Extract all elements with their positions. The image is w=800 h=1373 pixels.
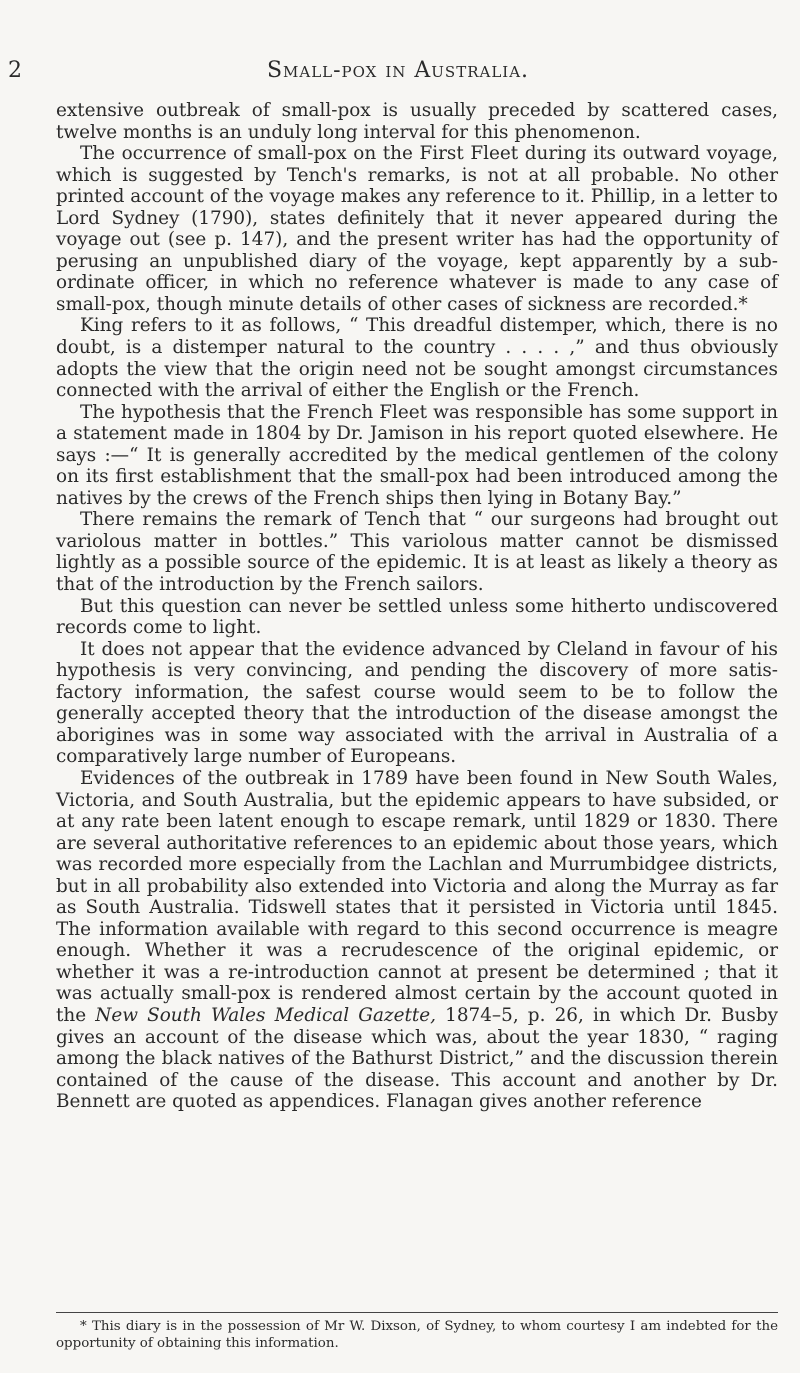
footnote-divider	[56, 1312, 778, 1313]
paragraph	[56, 768, 778, 1113]
running-title: Small-pox in Australia.	[266, 58, 530, 83]
paragraph: But this question can never be settled unless some hitherto undiscovered records come to light.	[56, 595, 778, 639]
footnote-text: * This diary is in the possession of Mr W. Dixson, of Sydney, to whom courtesy I am indebted for the opportunity of obtaining this information.	[56, 1319, 778, 1351]
paragraph: extensive outbreak of small-pox is usually preceded by scattered cases, twelve months is an unduly long interval for this phenomenon.	[56, 100, 778, 143]
paragraph: It does not appear that the evidence advanced by Cleland in favour of his hypothesis is very convincing, and pending the discovery of more satis-factory information, the safest course would seem to be to follow the generally accepted theory that the introduction of the disease amongst the aborigines was in some way associated with the arrival in Australia of a comparatively large number of Europeans.	[56, 638, 778, 768]
paragraph-text: 1874–5, p. 26, in which Dr. Busby gives an account of the disease which was, about the year 1830, “ raging among the black natives of the Bathurst District,” and the discussion therein contained of the cause of the disease. This account and another by Dr. Bennett are quoted as appendices. Flanagan gives another reference	[56, 1004, 779, 1113]
paragraph-text: Evidences of the outbreak in 1789 have been found in New South Wales, Victoria, and South Australia, but the epidemic appears to have subsided, or at any rate been latent enough to escape remark, until 1829 or 1830. There are several authoritative references to an epidemic about those years, which was recorded more especially from the Lachlan and Murrumbidgee districts, but in all probability also extended into Victoria and along the Murray as far as South Australia. Tidswell states that it persisted in Victoria until 1845. The information available with regard to this second occurrence is meagre enough. Whether it was a recrudescence of the original epidemic, or whether it was a re-introduction cannot at present be determined ; that it was actually small-pox is rendered almost certain by the account quoted in the	[56, 767, 778, 1026]
page-number: 2	[8, 58, 22, 83]
paragraph: The occurrence of small-pox on the First Fleet during its outward voyage, which is suggested by Tench's remarks, is not at all probable. No other printed account of the voyage makes any reference to it. Phillip, in a letter to Lord Sydney (1790), states definitely that it never appeared during the voyage out (see p. 147), and the present writer has had the opportunity of perusing an unpublished diary of the voyage, kept apparently by a sub-ordinate officer, in which no reference whatever is made to any case of small-pox, though minute details of other cases of sickness are recorded.*	[56, 143, 778, 315]
paragraph: The hypothesis that the French Fleet was responsible has some support in a statement made in 1804 by Dr. Jamison in his report quoted elsewhere. He says :—“ It is generally accredited by the medical gentlemen of the colony on its first establishment that the small-pox had been introduced among the natives by the crews of the French ships then lying in Botany Bay.”	[56, 401, 778, 509]
footnote	[56, 1318, 778, 1352]
paragraph: There remains the remark of Tench that “ our surgeons had brought out variolous matter in bottles.” This variolous matter cannot be dismissed lightly as a possible source of the epidemic. It is at least as likely a theory as that of the introduction by the French sailors.	[56, 509, 778, 596]
body-text	[56, 100, 778, 1113]
paragraph: King refers to it as follows, “ This dreadful distemper, which, there is no doubt, is a distemper natural to the country . . . . ,” and thus obviously adopts the view that the origin need not be sought amongst circumstances connected with the arrival of either the English or the French.	[56, 315, 778, 402]
journal-title: New South Wales Medical Gazette,	[95, 1004, 436, 1026]
page-header	[8, 56, 788, 86]
